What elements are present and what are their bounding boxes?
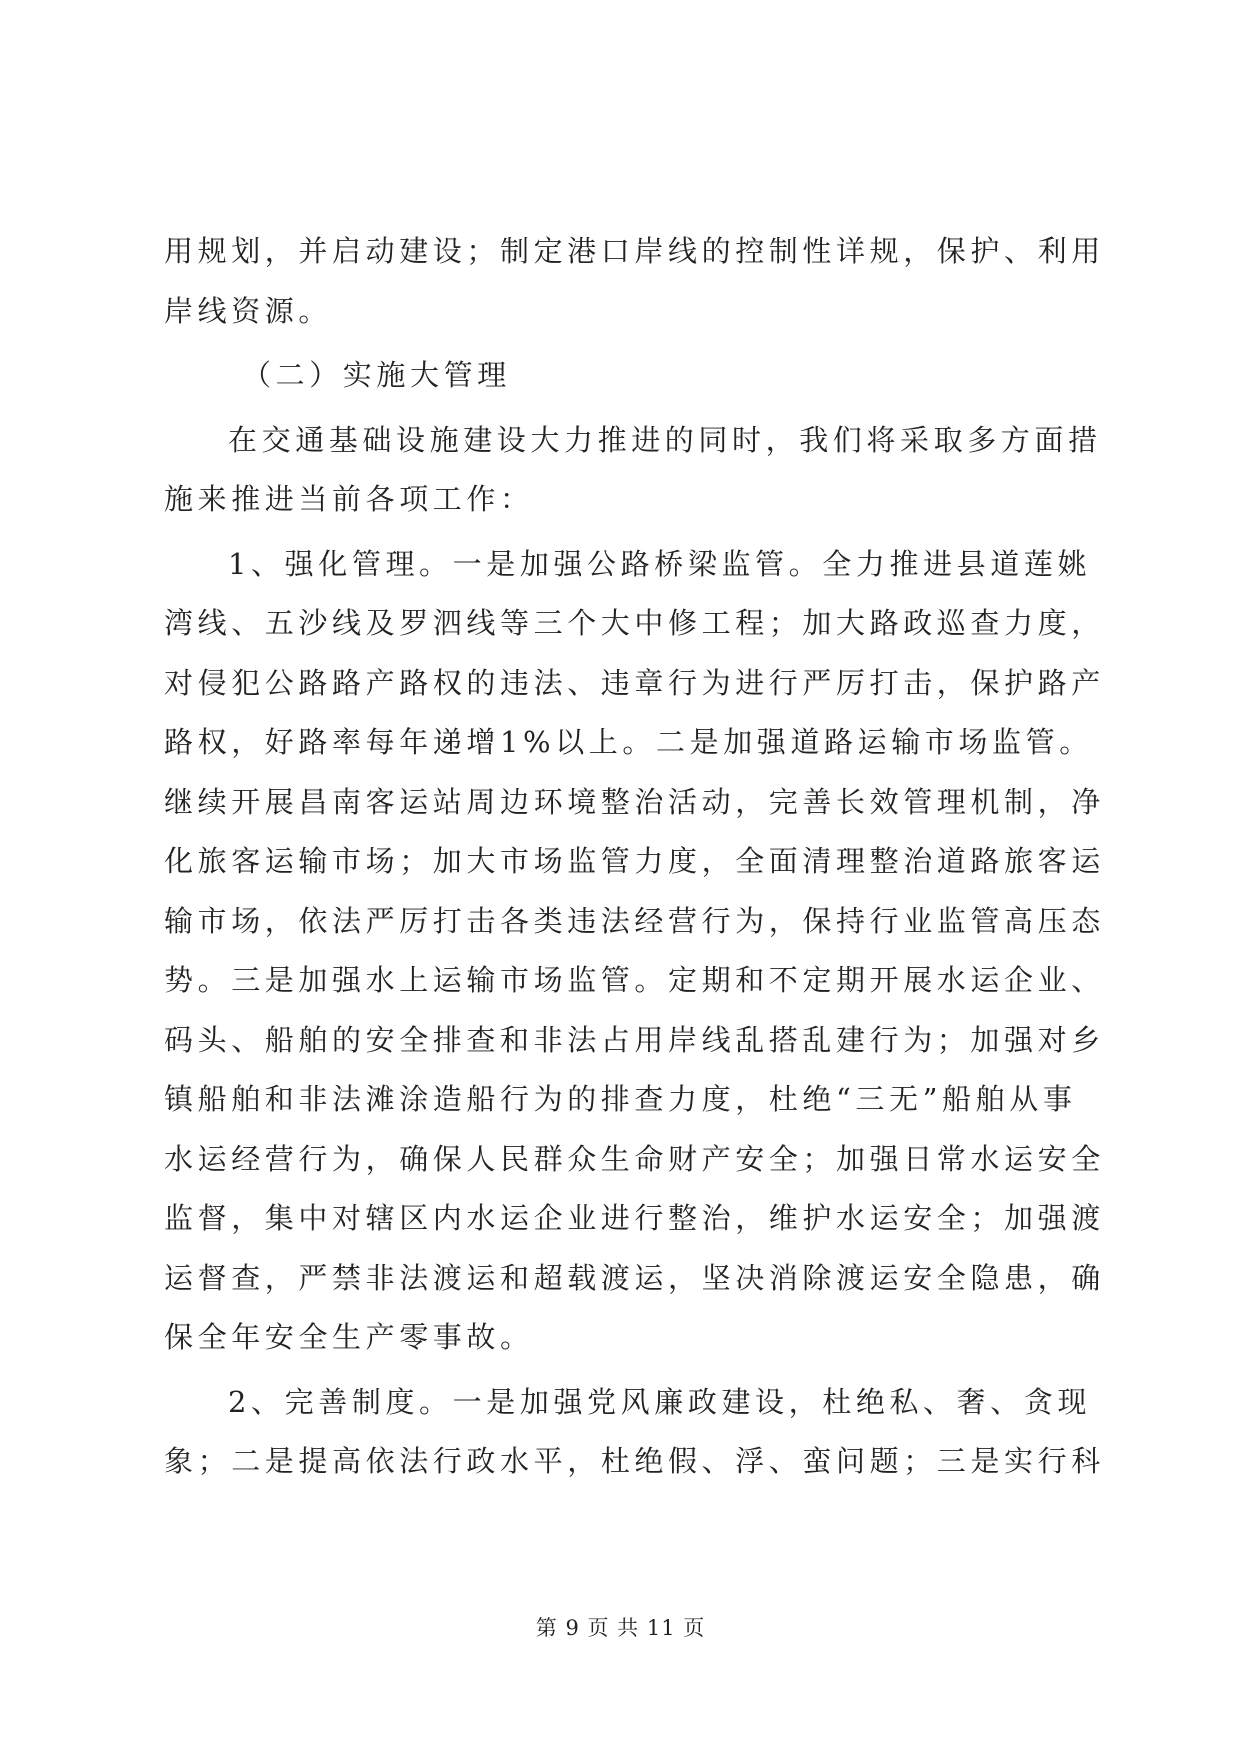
text-line: 镇船舶和非法滩涂造船行为的排查力度，杜绝“三无”船舶从事 bbox=[164, 1082, 1077, 1116]
text-line: 保全年安全生产零事故。 bbox=[164, 1320, 534, 1354]
text-line: 监督，集中对辖区内水运企业进行整治，维护水运安全；加强渡 bbox=[164, 1201, 1105, 1235]
text-line: 岸线资源。 bbox=[164, 293, 333, 328]
text-line: 运督查，严禁非法渡运和超载渡运，坚决消除渡运安全隐患，确 bbox=[164, 1260, 1105, 1295]
text-line: 对侵犯公路路产路权的违法、违章行为进行严厉打击，保护路产 bbox=[164, 665, 1105, 700]
text-line: 码头、船舶的安全排查和非法占用岸线乱搭乱建行为；加强对乡 bbox=[164, 1022, 1105, 1057]
text-line: 施来推进当前各项工作： bbox=[164, 482, 534, 516]
text-line: 2、完善制度。一是加强党风廉政建设，杜绝私、奢、贪现 bbox=[228, 1384, 1092, 1419]
document-body bbox=[164, 222, 1105, 1492]
text-line: 输市场，依法严厉打击各类违法经营行为，保持行业监管高压态 bbox=[164, 903, 1105, 938]
text-line: 在交通基础设施建设大力推进的同时，我们将采取多方面措 bbox=[228, 422, 1102, 457]
text-line: 湾线、五沙线及罗泗线等三个大中修工程；加大路政巡查力度， bbox=[164, 606, 1105, 640]
text-line: 路权，好路率每年递增1%以上。二是加强道路运输市场监管。 bbox=[164, 725, 1093, 759]
text-line: 用规划，并启动建设；制定港口岸线的控制性详规，保护、利用 bbox=[164, 234, 1105, 268]
text-line: 1、强化管理。一是加强公路桥梁监管。全力推进县道莲姚 bbox=[228, 546, 1092, 581]
text-line: 继续开展昌南客运站周边环境整治活动，完善长效管理机制，净 bbox=[164, 784, 1105, 819]
text-line: 化旅客运输市场；加大市场监管力度，全面清理整治道路旅客运 bbox=[164, 844, 1105, 878]
text-line: 象；二是提高依法行政水平，杜绝假、浮、蛮问题；三是实行科 bbox=[164, 1444, 1105, 1478]
text-line: 势。三是加强水上运输市场监管。定期和不定期开展水运企业、 bbox=[164, 963, 1105, 997]
section-heading: （二）实施大管理 bbox=[242, 358, 511, 392]
page-footer: 第 9 页 共 11 页 bbox=[535, 1616, 706, 1640]
text-line: 水运经营行为，确保人民群众生命财产安全；加强日常水运安全 bbox=[164, 1141, 1105, 1176]
